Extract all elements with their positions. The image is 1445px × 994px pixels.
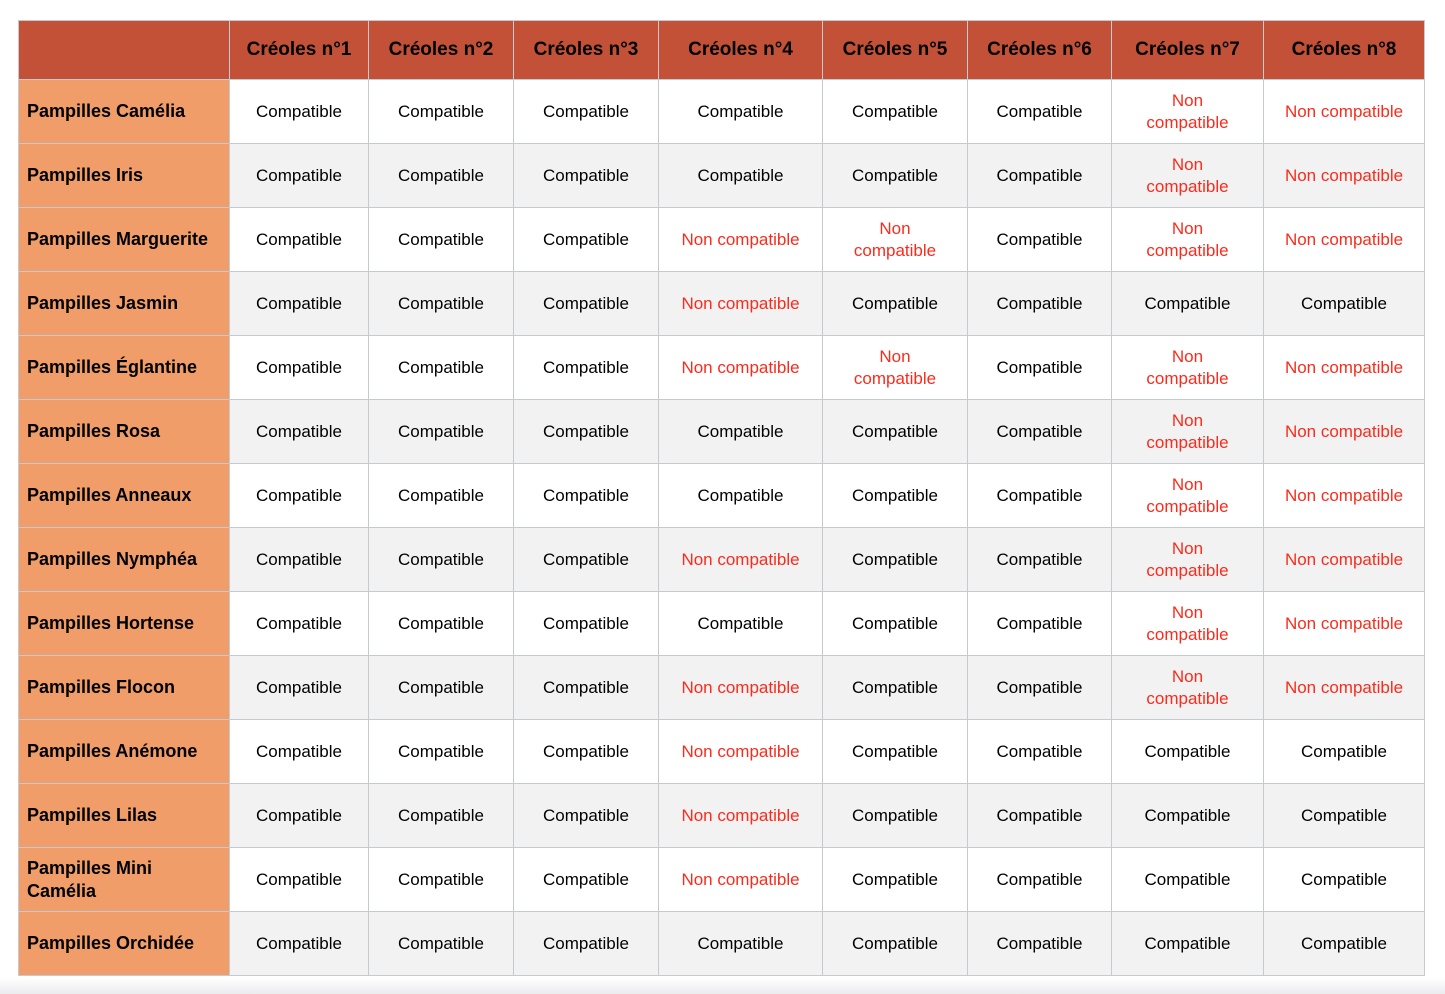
compatibility-cell bbox=[823, 720, 968, 784]
compatibility-value: Compatible bbox=[996, 357, 1083, 377]
compatibility-cell bbox=[659, 848, 823, 912]
compatibility-value: Compatible bbox=[543, 677, 629, 697]
table-row bbox=[19, 208, 1425, 272]
row-header-cell: Pampilles Camélia bbox=[19, 80, 230, 144]
compatibility-value: Compatible bbox=[543, 869, 629, 889]
compatibility-value: Non compatible bbox=[1146, 538, 1229, 580]
compatibility-value: Compatible bbox=[996, 421, 1083, 441]
compatibility-value: Non compatible bbox=[1146, 218, 1229, 260]
compatibility-cell bbox=[1264, 528, 1425, 592]
compatibility-cell bbox=[823, 656, 968, 720]
compatibility-value: Compatible bbox=[398, 229, 484, 249]
compatibility-cell bbox=[968, 656, 1112, 720]
compatibility-value: Compatible bbox=[996, 485, 1083, 505]
compatibility-value: Compatible bbox=[697, 613, 784, 633]
compatibility-cell bbox=[514, 208, 659, 272]
compatibility-value: Compatible bbox=[697, 165, 784, 185]
compatibility-value: Compatible bbox=[996, 293, 1083, 313]
compatibility-cell bbox=[968, 528, 1112, 592]
compatibility-value: Compatible bbox=[996, 101, 1083, 121]
compatibility-value: Compatible bbox=[398, 485, 484, 505]
compatibility-value: Compatible bbox=[256, 101, 342, 121]
compatibility-value: Compatible bbox=[543, 485, 629, 505]
row-header-cell: Pampilles Hortense bbox=[19, 592, 230, 656]
compatibility-value: Compatible bbox=[256, 805, 342, 825]
compatibility-value: Non compatible bbox=[681, 549, 800, 569]
compatibility-value: Non compatible bbox=[681, 741, 800, 761]
compatibility-cell bbox=[1264, 464, 1425, 528]
compatibility-value: Compatible bbox=[1144, 933, 1231, 953]
compatibility-value: Non compatible bbox=[1284, 229, 1404, 249]
compatibility-value: Compatible bbox=[1144, 805, 1231, 825]
header-row bbox=[19, 21, 1425, 80]
compatibility-cell bbox=[1264, 720, 1425, 784]
compatibility-value: Compatible bbox=[1301, 869, 1387, 889]
compatibility-value: Compatible bbox=[256, 613, 342, 633]
compatibility-cell bbox=[968, 912, 1112, 976]
compatibility-value: Compatible bbox=[852, 933, 938, 953]
compatibility-value: Non compatible bbox=[1284, 165, 1404, 185]
compatibility-cell bbox=[230, 784, 369, 848]
compatibility-value: Non compatible bbox=[1146, 410, 1229, 452]
compatibility-cell bbox=[1112, 528, 1264, 592]
table-row bbox=[19, 464, 1425, 528]
table-row bbox=[19, 720, 1425, 784]
compatibility-value: Compatible bbox=[996, 741, 1083, 761]
compatibility-value: Compatible bbox=[398, 101, 484, 121]
compatibility-value: Compatible bbox=[256, 677, 342, 697]
compatibility-cell bbox=[823, 336, 968, 400]
compatibility-cell bbox=[369, 272, 514, 336]
compatibility-cell bbox=[659, 336, 823, 400]
compatibility-cell bbox=[514, 784, 659, 848]
compatibility-value: Compatible bbox=[256, 165, 342, 185]
compatibility-value: Compatible bbox=[996, 677, 1083, 697]
compatibility-value: Compatible bbox=[852, 805, 938, 825]
compatibility-value: Compatible bbox=[398, 869, 484, 889]
compatibility-cell bbox=[230, 592, 369, 656]
compatibility-cell bbox=[968, 144, 1112, 208]
compatibility-value: Compatible bbox=[852, 485, 938, 505]
compatibility-cell bbox=[823, 784, 968, 848]
compatibility-value: Non compatible bbox=[853, 346, 937, 388]
compatibility-value: Compatible bbox=[852, 741, 938, 761]
compatibility-cell bbox=[1112, 144, 1264, 208]
compatibility-value: Non compatible bbox=[1284, 357, 1404, 377]
compatibility-cell bbox=[230, 144, 369, 208]
compatibility-value: Compatible bbox=[256, 293, 342, 313]
compatibility-cell bbox=[968, 464, 1112, 528]
compatibility-cell bbox=[230, 208, 369, 272]
compatibility-cell bbox=[659, 528, 823, 592]
compatibility-cell bbox=[823, 464, 968, 528]
compatibility-cell bbox=[968, 848, 1112, 912]
compatibility-value: Compatible bbox=[398, 357, 484, 377]
compatibility-value: Compatible bbox=[1144, 869, 1231, 889]
row-header-cell: Pampilles Nymphéa bbox=[19, 528, 230, 592]
compatibility-cell bbox=[369, 848, 514, 912]
compatibility-value: Compatible bbox=[852, 549, 938, 569]
compatibility-value: Compatible bbox=[543, 613, 629, 633]
compatibility-value: Non compatible bbox=[853, 218, 937, 260]
compatibility-value: Compatible bbox=[256, 869, 342, 889]
compatibility-value: Compatible bbox=[697, 485, 784, 505]
compatibility-value: Non compatible bbox=[1284, 677, 1404, 697]
column-header-creoles-1: Créoles n°1 bbox=[230, 21, 369, 80]
compatibility-table-container bbox=[18, 20, 1424, 976]
compatibility-cell bbox=[514, 720, 659, 784]
compatibility-value: Non compatible bbox=[1146, 154, 1229, 196]
compatibility-cell bbox=[369, 720, 514, 784]
compatibility-value: Non compatible bbox=[1146, 474, 1229, 516]
compatibility-value: Non compatible bbox=[1284, 549, 1404, 569]
compatibility-cell bbox=[823, 528, 968, 592]
row-header-cell: Pampilles Mini Camélia bbox=[19, 848, 230, 912]
compatibility-cell bbox=[1264, 592, 1425, 656]
compatibility-cell bbox=[1112, 784, 1264, 848]
compatibility-cell bbox=[659, 656, 823, 720]
compatibility-cell bbox=[1112, 464, 1264, 528]
compatibility-value: Compatible bbox=[398, 165, 484, 185]
compatibility-cell bbox=[514, 592, 659, 656]
row-header-cell: Pampilles Orchidée bbox=[19, 912, 230, 976]
compatibility-cell bbox=[514, 912, 659, 976]
compatibility-cell bbox=[514, 272, 659, 336]
compatibility-cell bbox=[659, 912, 823, 976]
compatibility-value: Non compatible bbox=[1284, 101, 1404, 121]
column-header-creoles-5: Créoles n°5 bbox=[823, 21, 968, 80]
compatibility-value: Compatible bbox=[1144, 741, 1231, 761]
table-row bbox=[19, 400, 1425, 464]
compatibility-cell bbox=[1264, 656, 1425, 720]
compatibility-value: Compatible bbox=[852, 613, 938, 633]
compatibility-cell bbox=[968, 720, 1112, 784]
compatibility-cell bbox=[659, 464, 823, 528]
compatibility-value: Compatible bbox=[543, 549, 629, 569]
compatibility-cell bbox=[659, 592, 823, 656]
compatibility-cell bbox=[514, 400, 659, 464]
compatibility-cell bbox=[1264, 400, 1425, 464]
compatibility-cell bbox=[823, 912, 968, 976]
compatibility-cell bbox=[1264, 784, 1425, 848]
column-header-creoles-3: Créoles n°3 bbox=[514, 21, 659, 80]
compatibility-cell bbox=[823, 80, 968, 144]
table-row bbox=[19, 336, 1425, 400]
compatibility-value: Compatible bbox=[543, 229, 629, 249]
compatibility-value: Compatible bbox=[543, 421, 629, 441]
compatibility-cell bbox=[1112, 912, 1264, 976]
compatibility-value: Compatible bbox=[543, 805, 629, 825]
compatibility-value: Compatible bbox=[256, 549, 342, 569]
table-row bbox=[19, 656, 1425, 720]
compatibility-value: Compatible bbox=[543, 293, 629, 313]
compatibility-value: Compatible bbox=[996, 869, 1083, 889]
row-header-cell: Pampilles Jasmin bbox=[19, 272, 230, 336]
compatibility-value: Compatible bbox=[398, 613, 484, 633]
compatibility-value: Compatible bbox=[697, 101, 784, 121]
compatibility-cell bbox=[1112, 208, 1264, 272]
row-header-cell: Pampilles Lilas bbox=[19, 784, 230, 848]
compatibility-cell bbox=[659, 720, 823, 784]
compatibility-value: Compatible bbox=[996, 933, 1083, 953]
compatibility-value: Compatible bbox=[1301, 805, 1387, 825]
compatibility-cell bbox=[659, 400, 823, 464]
compatibility-value: Compatible bbox=[543, 741, 629, 761]
compatibility-cell bbox=[230, 848, 369, 912]
compatibility-cell bbox=[369, 784, 514, 848]
compatibility-cell bbox=[968, 80, 1112, 144]
compatibility-value: Compatible bbox=[256, 229, 342, 249]
compatibility-cell bbox=[230, 80, 369, 144]
compatibility-cell bbox=[514, 656, 659, 720]
compatibility-value: Non compatible bbox=[1146, 602, 1229, 644]
compatibility-cell bbox=[659, 208, 823, 272]
compatibility-cell bbox=[1112, 720, 1264, 784]
compatibility-cell bbox=[514, 528, 659, 592]
compatibility-cell bbox=[659, 784, 823, 848]
compatibility-cell bbox=[514, 80, 659, 144]
compatibility-cell bbox=[968, 208, 1112, 272]
compatibility-cell bbox=[1264, 144, 1425, 208]
compatibility-value: Compatible bbox=[996, 229, 1083, 249]
compatibility-value: Compatible bbox=[398, 549, 484, 569]
compatibility-cell bbox=[968, 400, 1112, 464]
compatibility-value: Compatible bbox=[256, 933, 342, 953]
compatibility-cell bbox=[514, 336, 659, 400]
compatibility-cell bbox=[659, 144, 823, 208]
corner-cell bbox=[19, 21, 230, 80]
compatibility-cell bbox=[514, 144, 659, 208]
compatibility-cell bbox=[1264, 272, 1425, 336]
column-header-creoles-6: Créoles n°6 bbox=[968, 21, 1112, 80]
compatibility-cell bbox=[1264, 912, 1425, 976]
compatibility-cell bbox=[1112, 656, 1264, 720]
compatibility-value: Non compatible bbox=[1146, 90, 1229, 132]
compatibility-value: Compatible bbox=[996, 613, 1083, 633]
compatibility-value: Non compatible bbox=[1284, 485, 1404, 505]
compatibility-value: Compatible bbox=[852, 101, 938, 121]
compatibility-value: Compatible bbox=[543, 101, 629, 121]
compatibility-cell bbox=[230, 272, 369, 336]
table-row bbox=[19, 272, 1425, 336]
compatibility-cell bbox=[823, 848, 968, 912]
compatibility-cell bbox=[1112, 336, 1264, 400]
compatibility-cell bbox=[968, 336, 1112, 400]
table-body bbox=[19, 80, 1425, 976]
table-row bbox=[19, 528, 1425, 592]
compatibility-value: Compatible bbox=[256, 741, 342, 761]
compatibility-value: Non compatible bbox=[681, 293, 800, 313]
compatibility-cell bbox=[1112, 400, 1264, 464]
compatibility-value: Non compatible bbox=[681, 869, 800, 889]
compatibility-value: Compatible bbox=[697, 421, 784, 441]
compatibility-cell bbox=[823, 144, 968, 208]
compatibility-value: Non compatible bbox=[1146, 346, 1229, 388]
column-header-creoles-8: Créoles n°8 bbox=[1264, 21, 1425, 80]
compatibility-cell bbox=[369, 912, 514, 976]
compatibility-table bbox=[18, 20, 1425, 976]
column-header-creoles-2: Créoles n°2 bbox=[369, 21, 514, 80]
compatibility-value: Non compatible bbox=[681, 677, 800, 697]
compatibility-value: Non compatible bbox=[681, 229, 800, 249]
row-header-cell: Pampilles Rosa bbox=[19, 400, 230, 464]
compatibility-cell bbox=[659, 272, 823, 336]
compatibility-value: Compatible bbox=[1301, 741, 1387, 761]
compatibility-cell bbox=[1112, 592, 1264, 656]
page-bottom-fade bbox=[0, 978, 1445, 994]
compatibility-cell bbox=[1264, 80, 1425, 144]
compatibility-cell bbox=[369, 336, 514, 400]
compatibility-cell bbox=[659, 80, 823, 144]
compatibility-value: Non compatible bbox=[681, 357, 800, 377]
compatibility-cell bbox=[823, 592, 968, 656]
compatibility-value: Compatible bbox=[256, 485, 342, 505]
compatibility-cell bbox=[823, 208, 968, 272]
compatibility-value: Compatible bbox=[398, 805, 484, 825]
compatibility-value: Compatible bbox=[1301, 293, 1387, 313]
compatibility-value: Compatible bbox=[543, 357, 629, 377]
row-header-cell: Pampilles Anneaux bbox=[19, 464, 230, 528]
compatibility-value: Compatible bbox=[256, 357, 342, 377]
compatibility-value: Compatible bbox=[852, 869, 938, 889]
compatibility-cell bbox=[514, 464, 659, 528]
compatibility-cell bbox=[369, 464, 514, 528]
row-header-cell: Pampilles Marguerite bbox=[19, 208, 230, 272]
compatibility-cell bbox=[230, 528, 369, 592]
table-row bbox=[19, 912, 1425, 976]
compatibility-value: Compatible bbox=[398, 421, 484, 441]
compatibility-cell bbox=[369, 144, 514, 208]
row-header-cell: Pampilles Flocon bbox=[19, 656, 230, 720]
compatibility-cell bbox=[1264, 848, 1425, 912]
row-header-cell: Pampilles Iris bbox=[19, 144, 230, 208]
compatibility-cell bbox=[514, 848, 659, 912]
compatibility-cell bbox=[230, 336, 369, 400]
compatibility-value: Compatible bbox=[398, 293, 484, 313]
compatibility-cell bbox=[230, 400, 369, 464]
compatibility-value: Compatible bbox=[1144, 293, 1231, 313]
table-row bbox=[19, 144, 1425, 208]
compatibility-cell bbox=[1112, 272, 1264, 336]
compatibility-value: Non compatible bbox=[1284, 421, 1404, 441]
compatibility-value: Non compatible bbox=[1284, 613, 1404, 633]
compatibility-value: Compatible bbox=[996, 549, 1083, 569]
compatibility-cell bbox=[823, 272, 968, 336]
compatibility-cell bbox=[230, 656, 369, 720]
compatibility-value: Compatible bbox=[852, 421, 938, 441]
compatibility-value: Compatible bbox=[996, 805, 1083, 825]
compatibility-value: Compatible bbox=[852, 165, 938, 185]
compatibility-cell bbox=[968, 592, 1112, 656]
compatibility-cell bbox=[369, 528, 514, 592]
compatibility-value: Compatible bbox=[852, 293, 938, 313]
compatibility-cell bbox=[1112, 80, 1264, 144]
compatibility-value: Compatible bbox=[996, 165, 1083, 185]
compatibility-cell bbox=[968, 272, 1112, 336]
column-header-creoles-7: Créoles n°7 bbox=[1112, 21, 1264, 80]
compatibility-value: Non compatible bbox=[681, 805, 800, 825]
compatibility-value: Compatible bbox=[256, 421, 342, 441]
compatibility-cell bbox=[230, 464, 369, 528]
table-row bbox=[19, 592, 1425, 656]
compatibility-cell bbox=[369, 656, 514, 720]
column-header-creoles-4: Créoles n°4 bbox=[659, 21, 823, 80]
compatibility-value: Compatible bbox=[852, 677, 938, 697]
row-header-cell: Pampilles Anémone bbox=[19, 720, 230, 784]
compatibility-cell bbox=[369, 400, 514, 464]
compatibility-value: Compatible bbox=[543, 165, 629, 185]
compatibility-cell bbox=[823, 400, 968, 464]
table-row bbox=[19, 848, 1425, 912]
compatibility-cell bbox=[1112, 848, 1264, 912]
compatibility-value: Compatible bbox=[398, 741, 484, 761]
compatibility-value: Compatible bbox=[398, 677, 484, 697]
compatibility-cell bbox=[968, 784, 1112, 848]
compatibility-value: Compatible bbox=[398, 933, 484, 953]
compatibility-value: Compatible bbox=[1301, 933, 1387, 953]
compatibility-cell bbox=[369, 208, 514, 272]
compatibility-cell bbox=[230, 912, 369, 976]
compatibility-cell bbox=[1264, 208, 1425, 272]
compatibility-value: Compatible bbox=[697, 933, 784, 953]
row-header-cell: Pampilles Églantine bbox=[19, 336, 230, 400]
compatibility-cell bbox=[369, 80, 514, 144]
table-row bbox=[19, 80, 1425, 144]
compatibility-cell bbox=[369, 592, 514, 656]
compatibility-cell bbox=[1264, 336, 1425, 400]
compatibility-value: Compatible bbox=[543, 933, 629, 953]
compatibility-value: Non compatible bbox=[1146, 666, 1229, 708]
compatibility-cell bbox=[230, 720, 369, 784]
table-row bbox=[19, 784, 1425, 848]
